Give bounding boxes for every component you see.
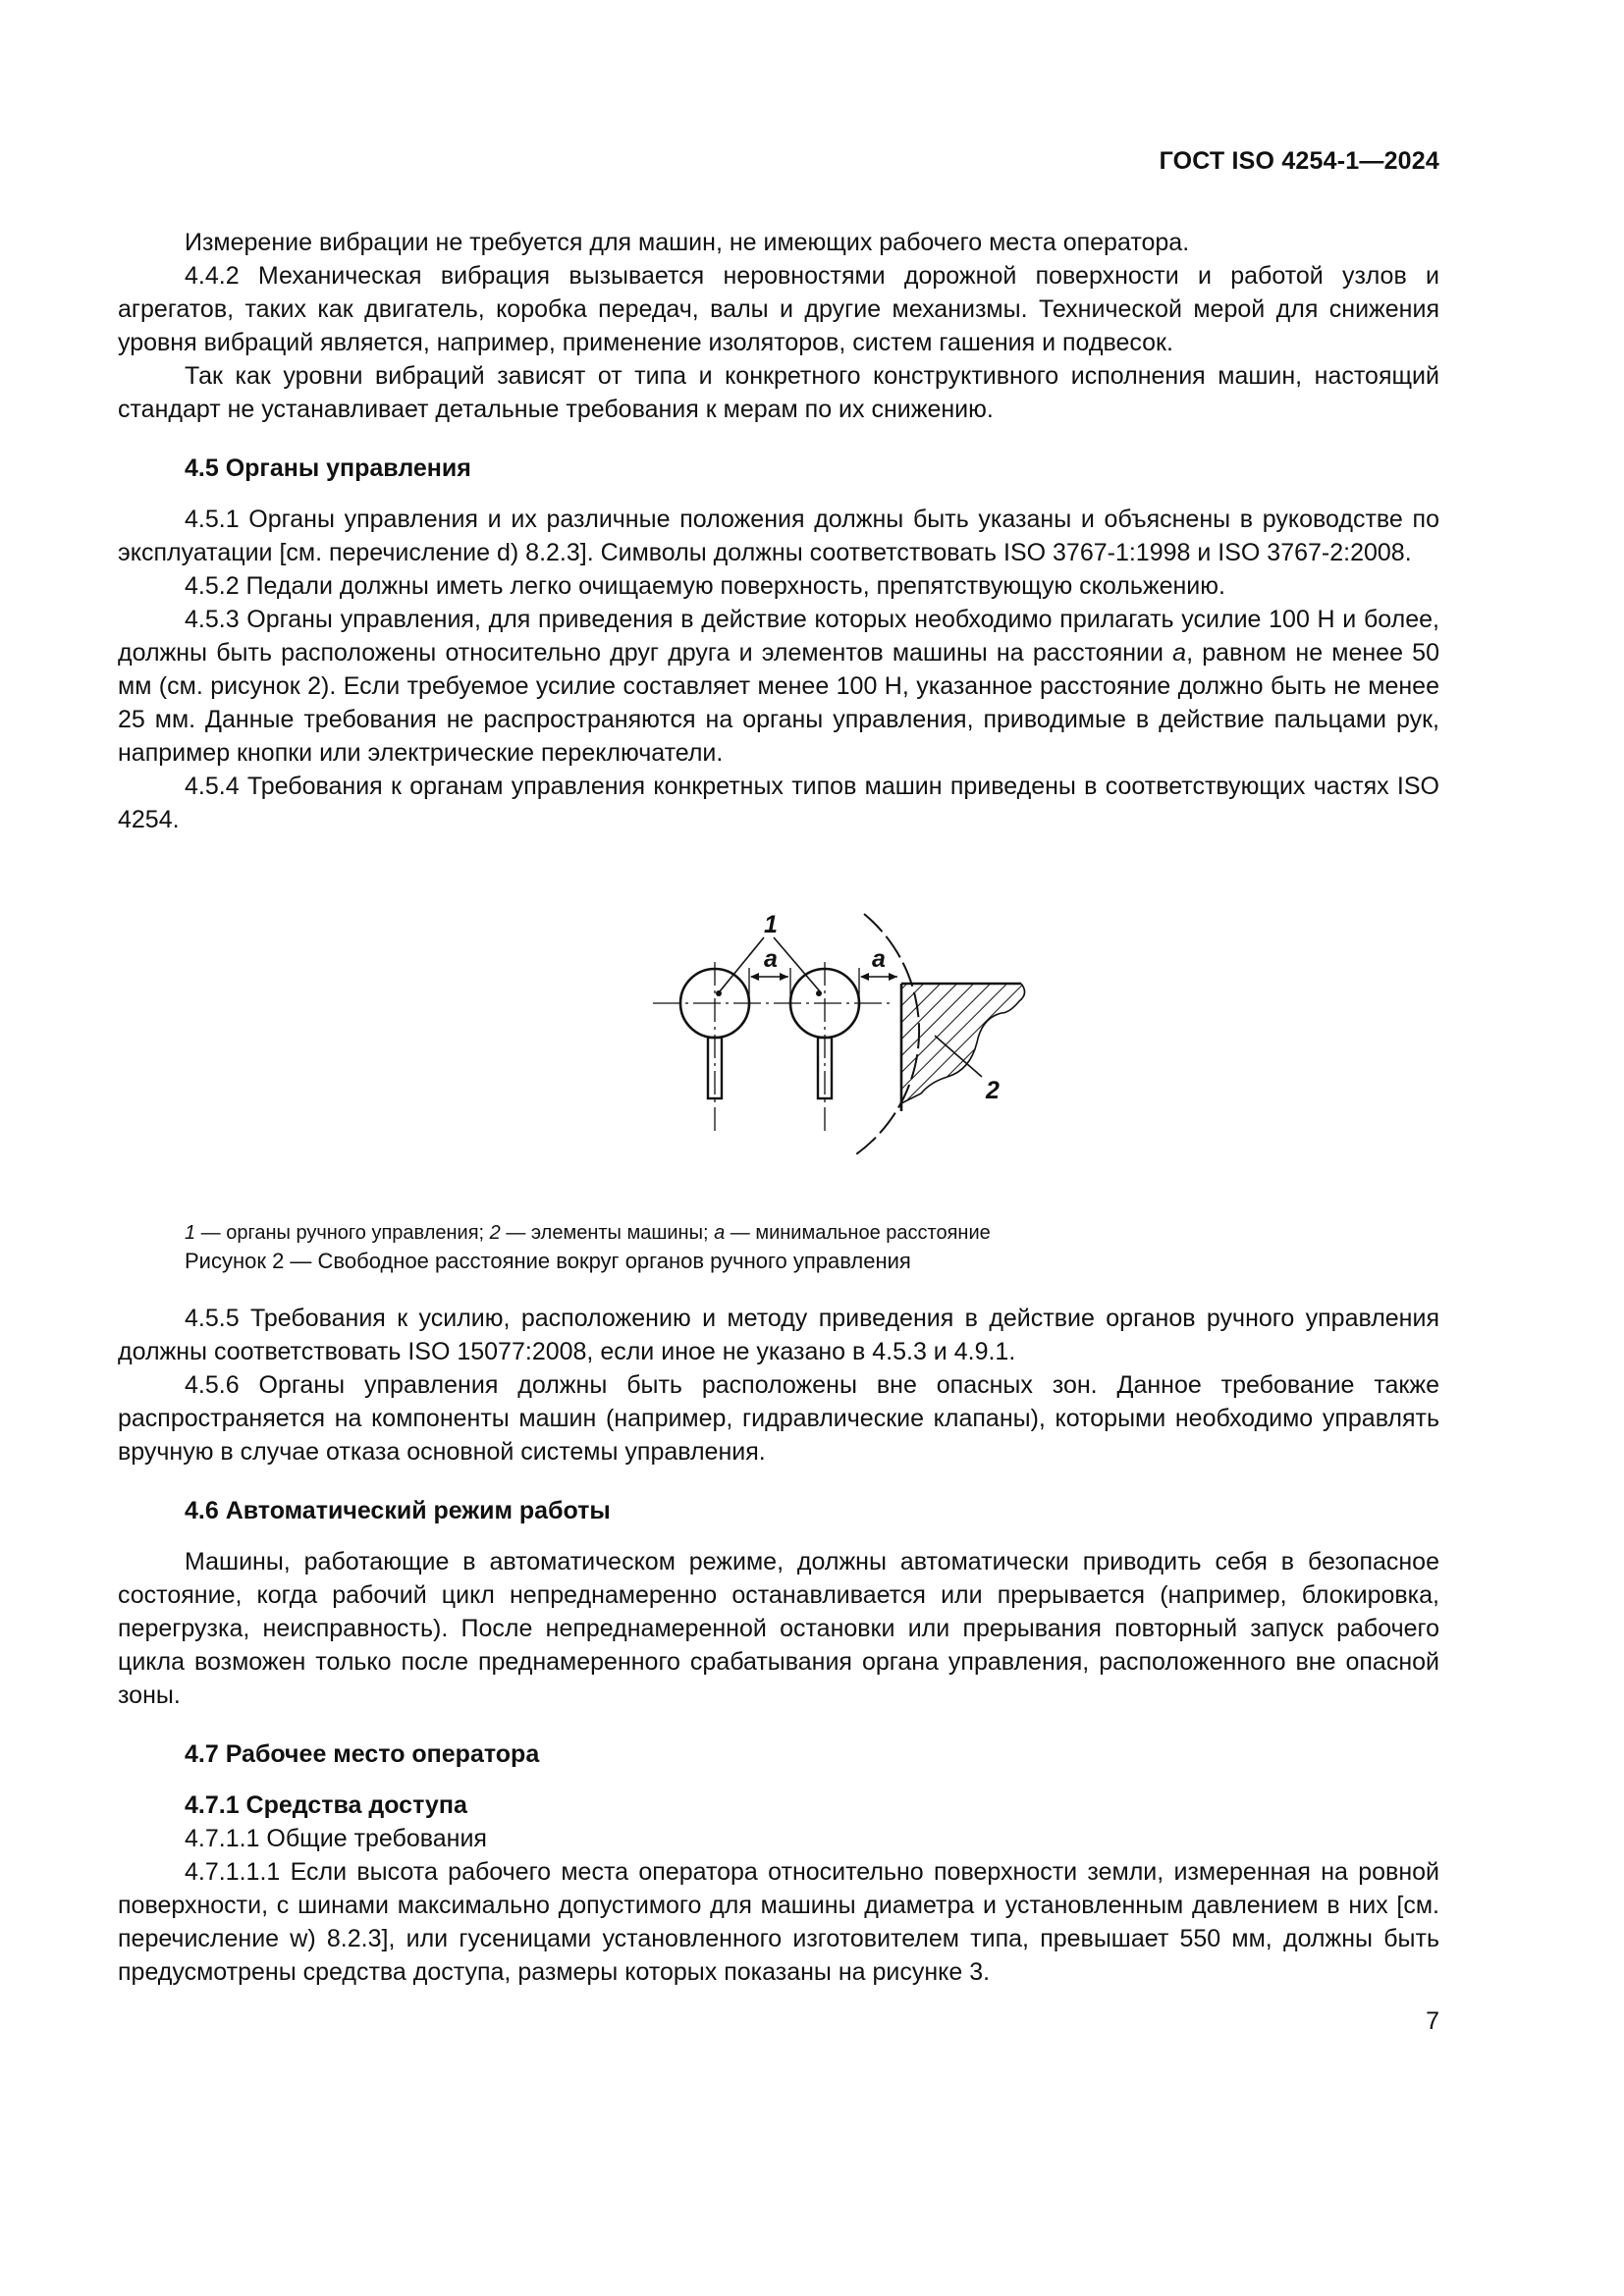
legend-text: — минимальное расстояние [725,1222,991,1244]
paragraph: 4.4.2 Механическая вибрация вызывается неровностями дорожной поверхности и работой узлов и агрегатов, таких как двигатель, коробка передач, валы и другие механизмы. Технической мерой для снижения уровня вибраций является, например, применение изоляторов, систем гашения и подвесок. [118,262,1439,356]
legend-num: 2 [489,1222,501,1244]
section-heading-4-6: 4.6 Автоматический режим работы [185,1497,611,1524]
legend-text: — элементы машины; [500,1222,715,1244]
label-a-2: a [872,945,886,973]
legend-num: 1 [185,1222,196,1244]
control-knob-2 [790,962,859,1131]
page-content [118,226,1439,1989]
paragraph [118,603,1439,770]
paragraph: 4.7.1.1 Общие требования [185,1825,487,1852]
paragraph: 4.5.2 Педали должны иметь легко очищаемую поверхность, препятствующую скольжению. [185,572,1225,600]
variable-a: a [1172,639,1187,667]
paragraph: 4.5.4 Требования к органам управления конкретных типов машин приведены в соответствующих частях ISO 4254. [118,773,1439,833]
figure-2 [118,846,1439,1219]
paragraph: Машины, работающие в автоматическом режиме, должны автоматически приводить себя в безопасное состояние, когда рабочий цикл непреднамеренно останавливается или прерывается (например, блокировка, перегрузка, неисправность). После непреднамеренной остановки или прерывания повторный запуск рабочего цикла возможен только после преднамеренного срабатывания органа управления, расположенного вне опасной зоны. [118,1548,1439,1709]
paragraph: 4.5.1 Органы управления и их различные положения должны быть указаны и объяснены в руководстве по эксплуатации [см. перечисление d) 8.2.3]. Символы должны соответствовать ISO 3767-1:1998 и ISO 3767-2:2008. [118,506,1439,566]
legend-text: — органы ручного управления; [195,1222,490,1244]
paragraph: 4.7.1.1.1 Если высота рабочего места оператора относительно поверхности земли, измеренная на ровной поверхности, с шинами максимально допустимого для машины диаметра и установленным давлением в них [см. перечисление w) 8.2.3], или гусеницами установленного изготовителем типа, превышает 550 мм, должны быть предусмотрены средства доступа, размеры которых показаны на рисунке 3. [118,1858,1439,1986]
text-run: , равном не менее 50 мм (см. рисунок 2). Если требуемое усилие составляет менее 100 Н, указанное расстояние должно быть не менее 25 мм. Данные требования не распространяются на органы управления, приводимые в действие пальцами рук, например кнопки или электрические переключатели. [118,639,1439,767]
section-heading-4-7-1: 4.7.1 Средства доступа [185,1791,467,1819]
figure-legend [118,1219,1439,1247]
section-heading-4-7: 4.7 Рабочее место оператора [185,1740,540,1768]
text-run: 4.5.3 Органы управления, для приведения в действие которых необходимо прилагать усилие 100 Н и более, должны быть расположены относительно друг друга и элементов машины на расстоянии [118,606,1439,667]
label-2: 2 [986,1077,1000,1104]
figure-caption: Рисунок 2 — Свободное расстояние вокруг органов ручного управления [185,1249,911,1273]
paragraph: 4.5.5 Требования к усилию, расположению и методу приведения в действие органов ручного управления должны соответствовать ISO 15077:2008, если иное не указано в 4.5.3 и 4.9.1. [118,1305,1439,1365]
label-a-1: a [764,945,778,973]
label-1: 1 [764,911,778,938]
section-heading-4-5: 4.5 Органы управления [185,454,471,482]
document-id: ГОСТ ISO 4254-1—2024 [1159,147,1439,175]
paragraph: Измерение вибрации не требуется для машин, не имеющих рабочего места оператора. [185,229,1190,256]
paragraph: Так как уровни вибраций зависят от типа и конкретного конструктивного исполнения машин, настоящий стандарт не устанавливает детальные требования к мерам по их снижению. [118,362,1439,423]
figure-2-diagram [511,846,1000,1141]
page-number: 7 [1426,2007,1439,2035]
paragraph: 4.5.6 Органы управления должны быть расположены вне опасных зон. Данное требование также распространяется на компоненты машин (например, гидравлические клапаны), которыми необходимо управлять вручную в случае отказа основной системы управления. [118,1371,1439,1466]
control-knob-1 [680,962,749,1131]
machine-element [901,984,1025,1111]
legend-num: а [714,1222,726,1244]
